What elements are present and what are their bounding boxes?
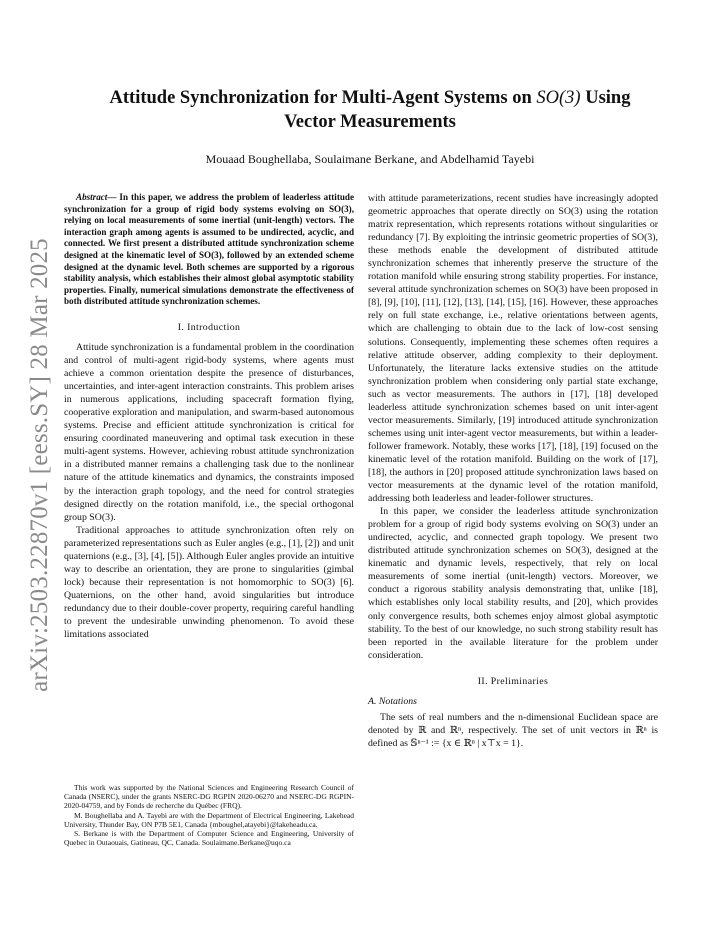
footnote-affiliation-2: S. Berkane is with the Department of Computer Science and Engineering, University of Quebec in Outaouais, Gatineau, QC, Canada. Soulaimane.Berkane@uqo.ca: [64, 829, 354, 848]
title-line1: Attitude Synchronization for Multi-Agent Systems on: [109, 88, 537, 108]
left-column: [64, 192, 354, 641]
right-column: [368, 192, 658, 750]
paper-title: [70, 86, 670, 134]
footnote-affiliation-1: M. Boughellaba and A. Tayebi are with the Department of Electrical Engineering, Lakehead University, Thunder Bay, ON P7B 5E1, Canada {mboughel,atayebi}@lakeheadu.ca.: [64, 810, 354, 829]
footnote-funding: This work was supported by the National Sciences and Engineering Research Council of Canada (NSERC), under the grants NSERC-DG RGPIN 2020-06270 and NSERC-DG RGPIN-2020-04759, and by Fonds de recherche du Québec (FRQ).: [64, 783, 354, 811]
section-heading-preliminaries: II. Preliminaries: [477, 675, 549, 687]
title-line2: Vector Measurements: [284, 112, 456, 132]
abstract: [64, 192, 354, 308]
title-line1-end: Using: [580, 88, 631, 108]
body-paragraph: The sets of real numbers and the n-dimensional Euclidean space are denoted by ℝ and ℝⁿ, respectively. The set of unit vectors in ℝⁿ is defined as 𝕊ⁿ⁻¹ := {x ∈ ℝⁿ | x⊤x = 1}.: [368, 711, 658, 749]
author-list: Mouaad Boughellaba, Soulaimane Berkane, and Abdelhamid Tayebi: [205, 152, 535, 166]
body-paragraph: with attitude parameterizations, recent studies have increasingly adopted geometric approaches that operate directly on SO(3) using the rotation matrix representation, which represents rotations without singularities or redundancy [7]. By exploiting the intrinsic geometric properties of SO(3), these methods enable the development of distributed attitude synchronization schemes that inherently preserve the structure of the rotation manifold while ensuring strong stability properties. For instance, several attitude synchronization schemes on SO(3) have been proposed in [8], [9], [10], [11], [12], [13], [14], [15], [16]. However, these approaches rely on full state exchange, i.e., relative orientations between agents, which are challenging to obtain due to the lack of low-cost sensing solutions. Consequently, implementing these schemes often requires a relative attitude observer, adding complexity to their deployment. Unfortunately, the literature lacks extensive studies on the attitude synchronization problem when considering only partial state exchange, such as vector measurements. The authors in [17], [18] developed leaderless attitude synchronization schemes based on unit inter-agent vector measurements. Similarly, [19] introduced attitude synchronization schemes using unit inter-agent vector measurements, but within a leader-follower framework. Notably, these works [17], [18], [19] focused on the kinematic level of the rotation manifold. Building on the work of [17], [18], the authors in [20] proposed attitude synchronization laws based on vector measurements at the dynamic level of the rotation manifold, addressing both leaderless and leader-follower structures.: [368, 193, 658, 505]
body-paragraph: Traditional approaches to attitude synchronization often rely on parameterized representations such as Euler angles (e.g., [1], [2]) and unit quaternions (e.g., [3], [4], [5]). Although Euler angles provide an intuitive way to describe an orientation, they are prone to singularities (gimbal lock) because their representation is not homomorphic to SO(3) [6]. Quaternions, on the other hand, avoid singularities but introduce redundancy due to their double-cover property, requiring careful handling to prevent the undesirable unwinding phenomenon. To avoid these limitations associated: [64, 524, 354, 641]
body-paragraph: Attitude synchronization is a fundamental problem in the coordination and control of multi-agent rigid-body systems, where agents must achieve a common orientation despite the presence of disturbances, uncertainties, and inter-agent interaction constraints. This problem arises in numerous applications, including spacecraft formation flying, cooperative exploration and manipulation, and swarm-based autonomous systems. Precise and efficient attitude synchronization is critical for ensuring coordinated maneuvering and optimal task execution in these multi-agent systems. However, achieving robust attitude synchronization in a distributed manner remains a challenging task due to the nonlinear nature of the attitude kinematics and dynamics, the constraints imposed by the interaction graph topology, and the need for control strategies designed directly on the rotation manifold, i.e., the special orthogonal group SO(3).: [64, 341, 354, 523]
abstract-label: Abstract: [76, 192, 108, 202]
title-so3: SO(3): [536, 88, 581, 108]
footnotes: [64, 783, 354, 847]
abstract-text: — In this paper, we address the problem of leaderless attitude synchronization for a group of rigid body systems evolving on SO(3), relying on local measurements of some inertial (unit-length) vectors. The interaction graph among agents is assumed to be undirected, acyclic, and connected. We first present a distributed attitude synchronization scheme designed at the kinematic level of SO(3), followed by an extended scheme designed at the dynamic level. Both schemes are supported by a rigorous stability analysis, which establishes their almost global asymptotic stability properties. Finally, numerical simulations demonstrate the effectiveness of both distributed attitude synchronization schemes.: [64, 192, 354, 307]
body-paragraph: In this paper, we consider the leaderless attitude synchronization problem for a group of rigid body systems evolving on SO(3) under an undirected, acyclic, and connected graph topology. We present two distributed attitude synchronization schemes on SO(3), designed at the kinematic and dynamic levels, respectively, that rely on local measurements of some inertial (unit-length) vectors. Moreover, we conduct a rigorous stability analysis demonstrating that, unlike [18], which establishes only local stability results, and [20], which provides only convergence results, both schemes enjoy almost global asymptotic stability. To the best of our knowledge, no such strong stability result has been reported in the available literature for the problem under consideration.: [368, 506, 658, 661]
section-heading-introduction: I. Introduction: [177, 321, 241, 333]
subsection-heading-notations: A. Notations: [368, 695, 417, 707]
arxiv-sidebar-stamp: [20, 230, 60, 700]
arxiv-identifier: arXiv:2503.22870v1 [eess.SY] 28 Mar 2025: [26, 238, 53, 692]
